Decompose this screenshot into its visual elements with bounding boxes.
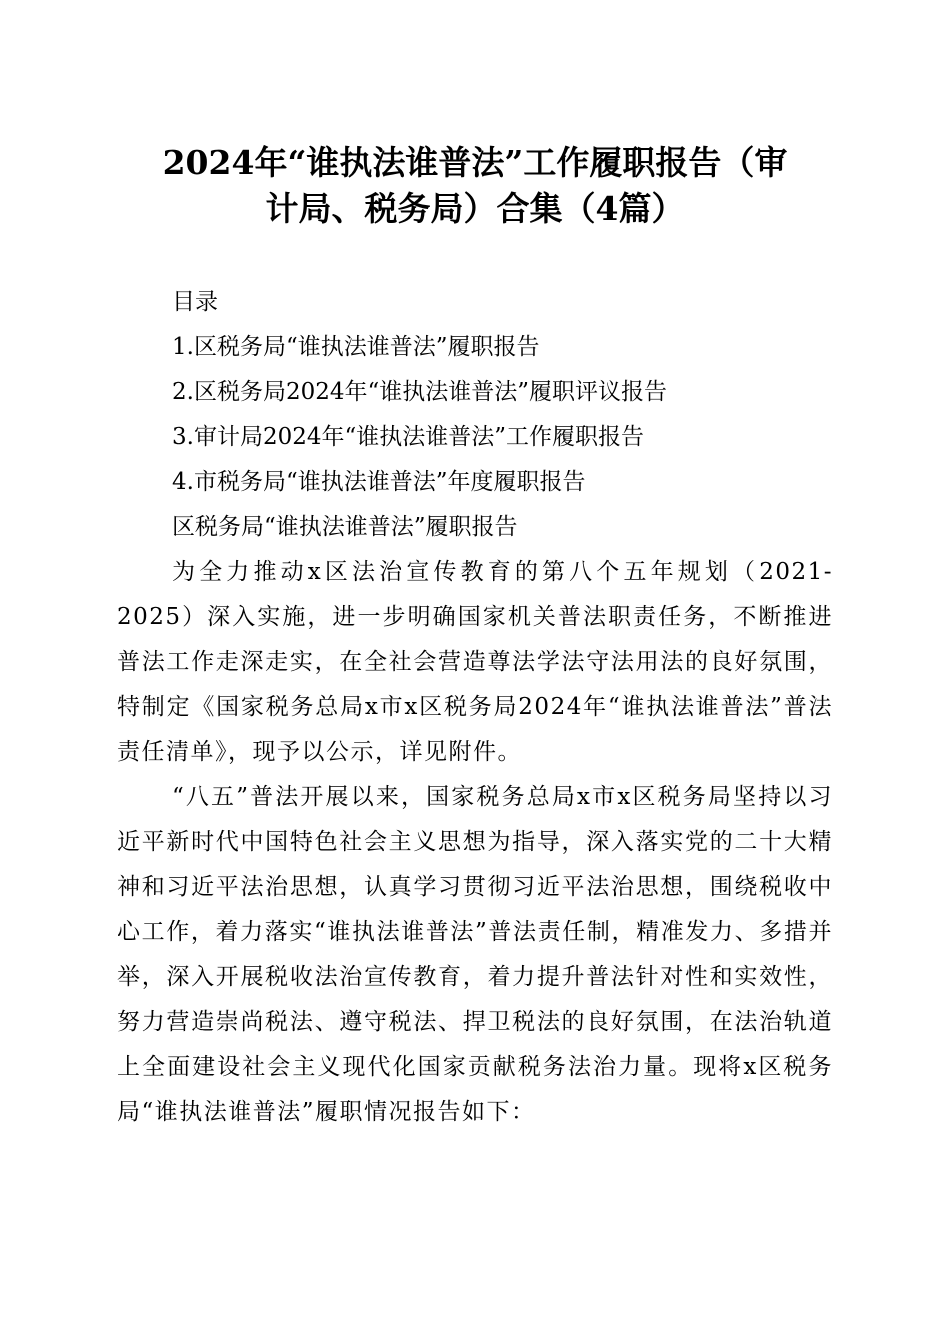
body-paragraph: “八五”普法开展以来，国家税务总局x市x区税务局坚持以习近平新时代中国特色社会主义思想为指导，深入落实党的二十大精神和习近平法治思想，认真学习贯彻习近平法治思想，围绕税收中心工作，着力落实“谁执法谁普法”普法责任制，精准发力、多措并举，深入开展税收法治宣传教育，着力提升普法针对性和实效性，努力营造崇尚税法、遵守税法、捍卫税法的良好氛围，在法治轨道上全面建设社会主义现代化国家贡献税务法治力量。现将x区税务局“谁执法谁普法”履职情况报告如下： (117, 784, 833, 1125)
document-title (110, 140, 840, 232)
title-line-2: 计局、税务局）合集（4篇） (265, 189, 685, 228)
toc-item: 1.区税务局“谁执法谁普法”履职报告 (172, 334, 540, 360)
section-heading: 区税务局“谁执法谁普法”履职报告 (172, 514, 518, 540)
toc-item: 4.市税务局“谁执法谁普法”年度履职报告 (172, 469, 586, 495)
toc-item: 2.区税务局2024年“谁执法谁普法”履职评议报告 (172, 379, 667, 405)
title-line-1: 2024年“谁执法谁普法”工作履职报告（审 (162, 143, 788, 182)
toc-heading: 目录 (172, 289, 218, 315)
body-paragraph: 为全力推动x区法治宣传教育的第八个五年规划（2021-2025）深入实施，进一步明确国家机关普法职责任务，不断推进普法工作走深走实，在全社会营造尊法学法守法用法的良好氛围，特制定《国家税务总局x市x区税务局2024年“谁执法谁普法”普法责任清单》，现予以公示，详见附件。 (117, 559, 833, 765)
document-body (117, 280, 833, 1135)
toc-item: 3.审计局2024年“谁执法谁普法”工作履职报告 (172, 424, 644, 450)
